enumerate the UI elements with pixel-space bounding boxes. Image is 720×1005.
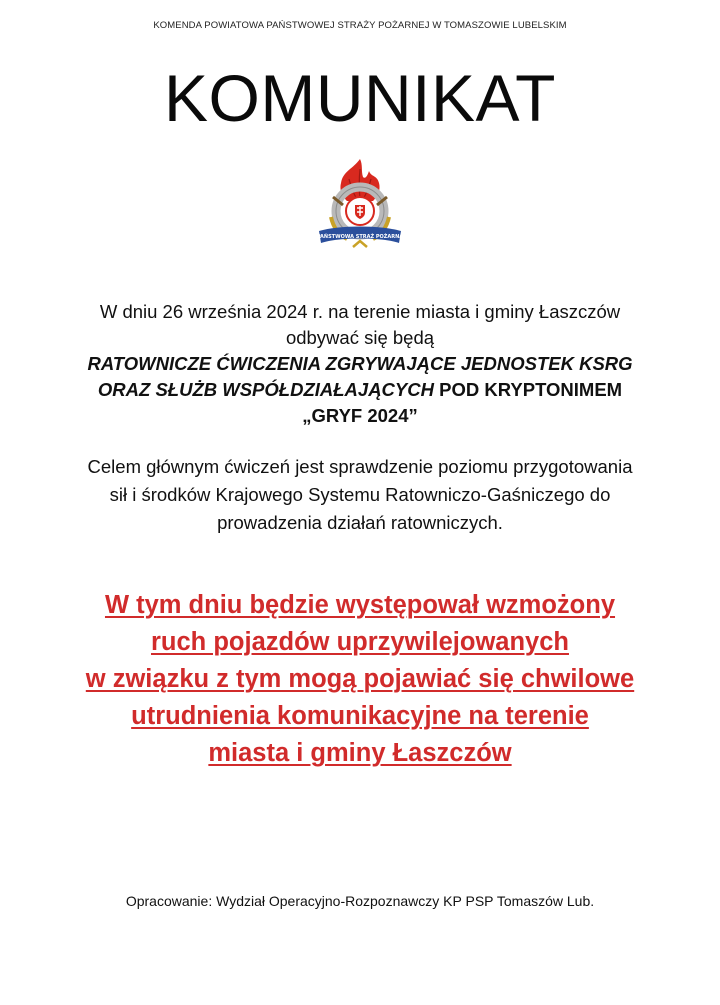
codename-label: POD KRYPTONIMEM bbox=[433, 379, 623, 400]
purpose-line-2: sił i środków Krajowego Systemu Ratowniczo-Gaśniczego do bbox=[109, 484, 611, 505]
svg-text:PAŃSTWOWA STRAŻ POŻARNA: PAŃSTWOWA STRAŻ POŻARNA bbox=[316, 234, 404, 240]
prepared-by-footer: Opracowanie: Wydział Operacyjno-Rozpoznawczy KP PSP Tomaszów Lub. bbox=[125, 893, 595, 909]
exercise-name-line-2 bbox=[0, 377, 720, 403]
purpose-line-1: Celem głównym ćwiczeń jest sprawdzenie poziomu przygotowania bbox=[87, 456, 633, 477]
warning-line-1: W tym dniu będzie występował wzmożony bbox=[104, 591, 616, 619]
exercise-purpose bbox=[0, 453, 720, 537]
page-title: KOMUNIKAT bbox=[164, 61, 556, 135]
warning-line-3: w związku z tym mogą pojawiać się chwilowe bbox=[85, 665, 635, 693]
warning-line-4: utrudnienia komunikacyjne na terenie bbox=[131, 702, 589, 730]
exercise-name-line-1: RATOWNICZE ĆWICZENIA ZGRYWAJĄCE JEDNOSTEK KSRG bbox=[87, 353, 633, 374]
purpose-line-3: prowadzenia działań ratowniczych. bbox=[217, 512, 503, 533]
exercise-codename: „GRYF 2024” bbox=[302, 405, 418, 426]
warning-line-2: ruch pojazdów uprzywilejowanych bbox=[151, 628, 569, 656]
announcement-line-2: odbywać się będą bbox=[285, 327, 435, 348]
warning-line-5: miasta i gminy Łaszczów bbox=[208, 739, 512, 767]
institution-header: KOMENDA POWIATOWA PAŃSTWOWEJ STRAŻY POŻARNEJ W TOMASZOWIE LUBELSKIM bbox=[153, 20, 567, 31]
traffic-warning bbox=[0, 587, 720, 772]
exercise-name-italic: ORAZ SŁUŻB WSPÓŁDZIAŁAJĄCYCH bbox=[97, 379, 434, 400]
exercise-announcement bbox=[0, 299, 720, 429]
state-fire-service-emblem-icon bbox=[313, 157, 407, 253]
announcement-date-line: W dniu 26 września 2024 r. na terenie miasta i gminy Łaszczów bbox=[99, 301, 621, 322]
